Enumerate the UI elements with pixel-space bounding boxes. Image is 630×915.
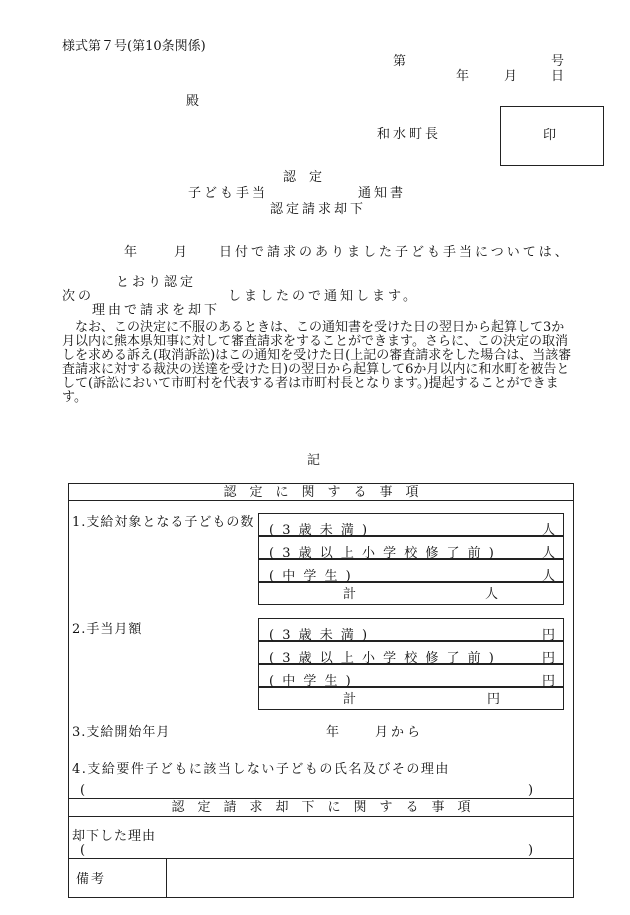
reject-reason-label: 却下した理由 xyxy=(72,829,157,844)
item1-row-under3 xyxy=(258,513,564,536)
title-suffix: 通知書 xyxy=(358,186,407,201)
item1-total-unit: 人 xyxy=(485,587,499,602)
intro-month: 月 xyxy=(174,245,188,260)
date-day: 日 xyxy=(551,69,565,84)
section2-header-divider xyxy=(68,816,574,817)
item2-row-unit: 円 xyxy=(541,651,555,666)
item1-row-junior-high xyxy=(258,559,564,582)
notice-text: なお、この決定に不服のあるときは、この通知書を受けた日の翌日から起算して3か月以内に熊本県知事に対して審査請求をすることができます。さらに、この決定の取消しを求める訴え(取消訴訟)はこの通知を受けた日(上記の審査請求をした場合は、当該審査請求に対する裁決の送達を受けた日)の翌日から起算して6か月以内に和水町を被告として(訴訟において市町村を代表する者は市町村長となります。)提起することができます。 xyxy=(62,320,572,405)
item1-row-over3 xyxy=(258,536,564,559)
item3-label: 3.支給開始年月 xyxy=(72,725,171,740)
remarks-column-divider xyxy=(166,858,167,898)
item1-row-label: ( 中 学 生 ) xyxy=(269,569,353,584)
section2-header: 認 定 請 求 却 下 に 関 す る 事 項 xyxy=(171,800,471,815)
intro-option-approve: とおり認定 xyxy=(116,275,197,290)
item2-total-unit: 円 xyxy=(487,692,501,707)
item2-row-label: ( 中 学 生 ) xyxy=(269,674,353,689)
section1-header: 認 定 に 関 す る 事 項 xyxy=(223,485,419,500)
item2-row-label: ( 3 歳 以 上 小 学 校 修 了 前 ) xyxy=(269,651,496,666)
addressee-suffix: 殿 xyxy=(186,94,200,109)
number-prefix: 第 xyxy=(393,54,407,69)
item2-row-over3 xyxy=(258,641,564,664)
item2-row-label: ( 3 歳 未 満 ) xyxy=(269,628,370,643)
item2-row-unit: 円 xyxy=(541,674,555,689)
intro-year: 年 xyxy=(124,245,138,260)
item2-total-label: 計 xyxy=(343,692,357,707)
intro-sentence: 日付で請求のありました子ども手当については、 xyxy=(219,245,571,260)
item1-row-unit: 人 xyxy=(541,569,555,584)
item4-label: 4.支給要件子どもに該当しない子どもの氏名及びその理由 xyxy=(72,762,450,777)
item1-row-unit: 人 xyxy=(541,546,555,561)
item1-total-label: 計 xyxy=(343,587,357,602)
reject-open-paren: ( xyxy=(80,843,86,858)
intro-next: 次の xyxy=(62,289,95,304)
section2-top-divider xyxy=(68,798,574,799)
date-month: 月 xyxy=(504,69,518,84)
notice-paragraph xyxy=(62,321,572,405)
seal-box xyxy=(500,106,604,166)
intro-option-reject: 理由で請求を却下 xyxy=(92,303,221,318)
item3-month-from: 月から xyxy=(375,725,424,740)
title-prefix: 子ども手当 xyxy=(188,186,269,201)
title-line1: 認 定 xyxy=(283,170,323,185)
item2-row-unit: 円 xyxy=(541,628,555,643)
form-number: 様式第７号(第10条関係) xyxy=(62,39,206,54)
reject-close-paren: ) xyxy=(528,843,534,858)
section1-divider xyxy=(68,500,574,501)
item2-total-row xyxy=(258,687,564,710)
item2-row-junior-high xyxy=(258,664,564,687)
item1-total-row xyxy=(258,582,564,605)
date-year: 年 xyxy=(456,69,470,84)
item4-close-paren: ) xyxy=(528,783,534,798)
item1-label: 1.支給対象となる子どもの数 xyxy=(72,515,255,530)
item3-year: 年 xyxy=(326,725,340,740)
item1-row-unit: 人 xyxy=(541,523,555,538)
remarks-label: 備考 xyxy=(76,872,107,887)
item1-row-label: ( 3 歳 未 満 ) xyxy=(269,523,370,538)
item2-label: 2.手当月額 xyxy=(72,622,143,637)
item2-row-under3 xyxy=(258,618,564,641)
item4-open-paren: ( xyxy=(80,783,86,798)
item1-row-label: ( 3 歳 以 上 小 学 校 修 了 前 ) xyxy=(269,546,496,561)
seal-mark: 印 xyxy=(543,128,557,143)
issuer-name: 和水町長 xyxy=(377,127,442,142)
title-line3: 認定請求却下 xyxy=(270,202,367,217)
number-suffix: 号 xyxy=(551,54,565,69)
remarks-divider xyxy=(68,858,574,859)
intro-main: しましたので通知します。 xyxy=(228,289,419,304)
ki-label: 記 xyxy=(307,453,321,468)
